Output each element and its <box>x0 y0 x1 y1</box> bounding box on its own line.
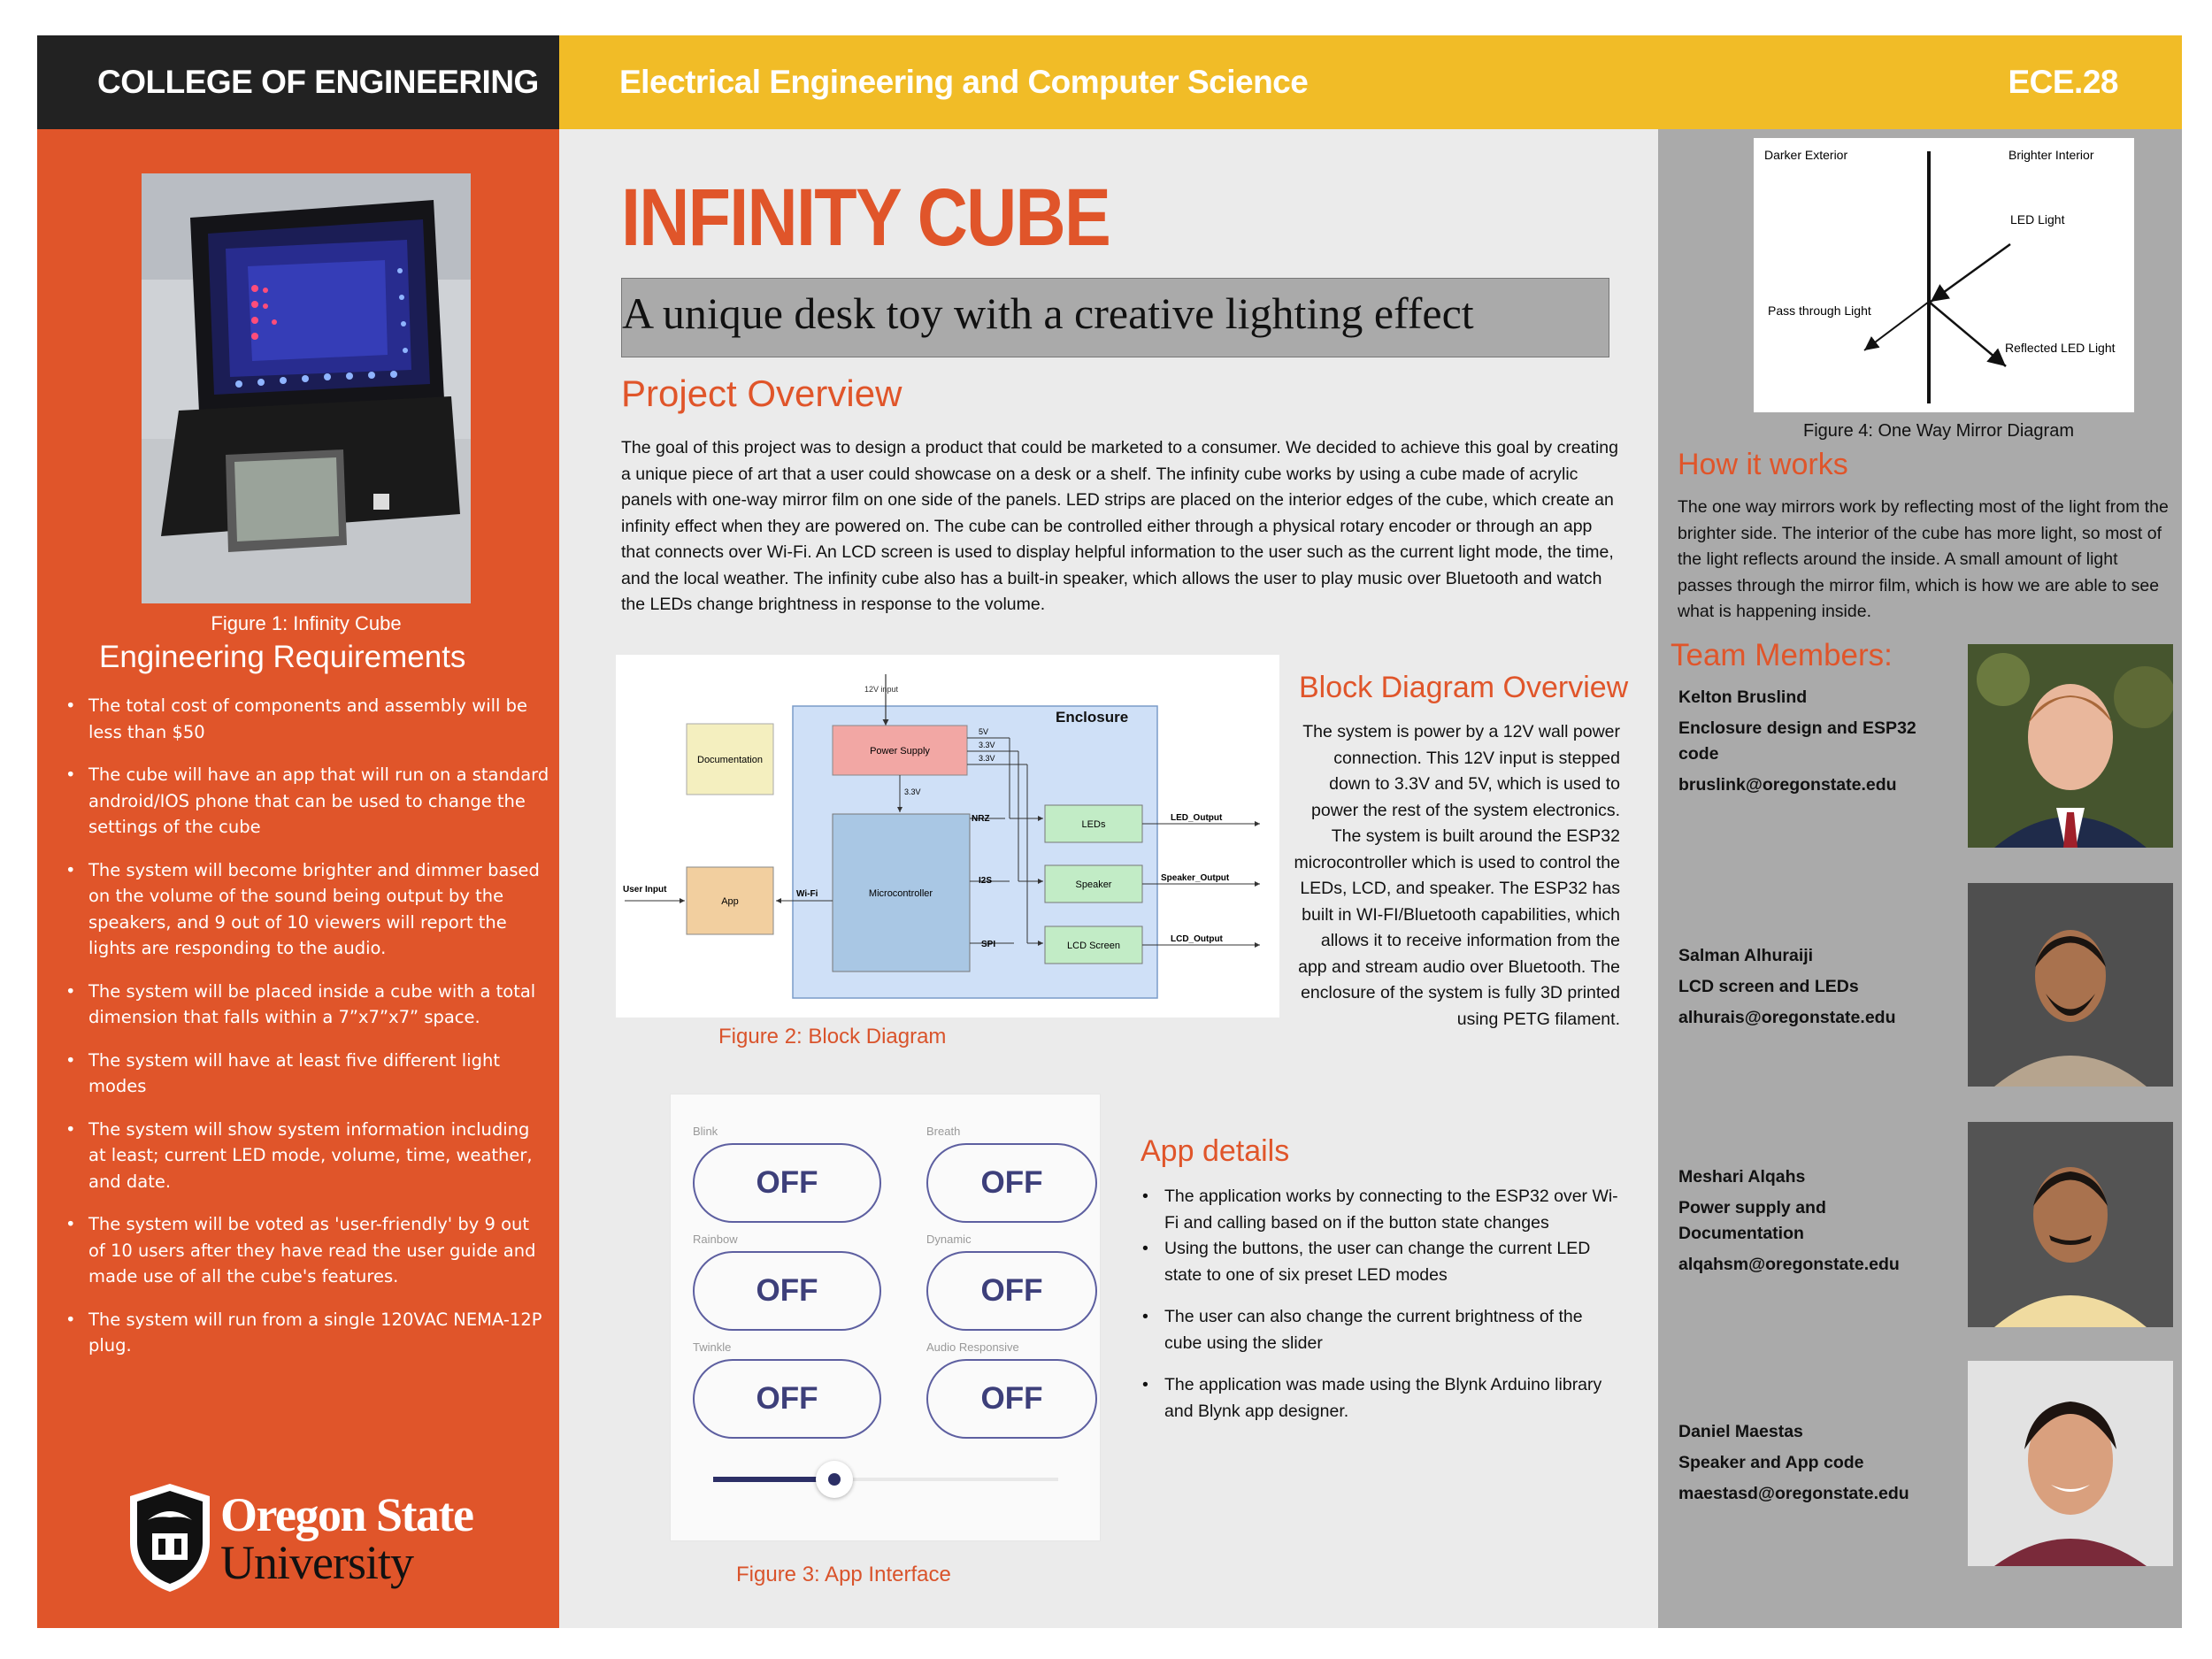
app-label: App <box>721 896 739 907</box>
member-email: maestasd@oregonstate.edu <box>1678 1484 1909 1503</box>
reflected-light-label: Reflected LED Light <box>2005 341 2116 355</box>
member-role: Power supply and Documentation <box>1678 1198 1826 1243</box>
member-name: Salman Alhuraiji <box>1678 946 1814 965</box>
speaker-label: Speaker <box>1075 879 1112 890</box>
osu-logo <box>121 1480 493 1595</box>
member-name: Meshari Alqahs <box>1678 1167 1806 1187</box>
led-output-label: LED_Output <box>1171 813 1223 823</box>
lcd-output-label: LCD_Output <box>1171 934 1223 944</box>
figure-2-caption: Figure 2: Block Diagram <box>718 1025 947 1048</box>
how-it-works-text: The one way mirrors work by reflecting most of the light from the brighter side. The interior of the cube has more light, so most of the light reflects around the inside. A small amount of light passes through the mirror film, which is how we are able to see what is happening inside. <box>1678 497 2169 621</box>
v5-label: 5V <box>979 727 989 736</box>
slider-handle[interactable] <box>816 1461 853 1498</box>
team-member <box>1678 943 1944 1031</box>
member-role: Speaker and App code <box>1678 1453 1864 1472</box>
one-way-mirror-diagram <box>1754 138 2134 412</box>
i2s-label: I2S <box>979 876 993 886</box>
member-email: alqahsm@oregonstate.edu <box>1678 1255 1900 1274</box>
audio-responsive-toggle-button[interactable]: OFF <box>926 1359 1097 1439</box>
infinity-cube-photo <box>142 173 471 603</box>
figure-4-caption: Figure 4: One Way Mirror Diagram <box>1803 421 2074 441</box>
wifi-label: Wi-Fi <box>796 889 818 899</box>
member-name: Daniel Maestas <box>1678 1422 1803 1441</box>
spi-label: SPI <box>981 940 996 949</box>
member-photo <box>1968 644 2173 848</box>
figure-1-caption: Figure 1: Infinity Cube <box>211 612 402 634</box>
overview-text: The goal of this project was to design a product that could be marketed to a consumer. We decided to achieve this goal by creating a unique piece of art that a user could showcase on a desk or a shelf. The infinity cube works by using a cube made of acrylic panels with one-way mirror film on one side of the panels. LED strips are placed on the interior edges of the cube, which create an infinity effect when they are powered on. The cube can be controlled either through a physical rotary encoder or through an app that connects over Wi-Fi. An LCD screen is used to display helpful information to the user such as the current light mode, the time, and the local weather. The infinity cube also has a built-in speaker, which allows the user to play music over Bluetooth and watch the LEDs change brightness in response to the volume. <box>621 438 1618 614</box>
list-item: • The system will be placed inside a cube with a total dimension that falls within a 7”x7”x7” space. <box>64 979 550 1031</box>
overview-heading: Project Overview <box>621 373 902 414</box>
member-photo <box>1968 1361 2173 1566</box>
brightness-slider[interactable] <box>713 1466 1058 1493</box>
led-light-label: LED Light <box>2010 212 2065 227</box>
member-email: bruslink@oregonstate.edu <box>1678 775 1897 795</box>
list-item: • The total cost of components and assembly will be less than $50 <box>64 693 550 745</box>
twinkle-toggle-button[interactable]: OFF <box>693 1359 881 1439</box>
member-role: Enclosure design and ESP32 code <box>1678 718 1916 764</box>
mode-label: Audio Responsive <box>926 1340 1019 1354</box>
logo-line-1: Oregon State <box>220 1488 473 1541</box>
input-12v-label: 12V input <box>864 685 899 694</box>
college-header <box>37 35 559 129</box>
middle-column <box>559 129 1658 1628</box>
rainbow-toggle-button[interactable]: OFF <box>693 1251 881 1331</box>
osu-seal-icon <box>121 1480 219 1595</box>
brighter-interior-label: Brighter Interior <box>2008 148 2094 162</box>
user-input-label: User Input <box>623 885 667 895</box>
list-item: • The cube will have an app that will run on a standard android/IOS phone that can be used to change the settings of the cube <box>64 762 550 841</box>
subtitle-box <box>621 278 1609 357</box>
logo-line-2: University <box>220 1536 413 1589</box>
darker-exterior-label: Darker Exterior <box>1764 148 1848 162</box>
figure-3-caption: Figure 3: App Interface <box>736 1563 951 1586</box>
poster <box>37 35 2182 1628</box>
department-name: Electrical Engineering and Computer Science <box>619 64 1309 100</box>
list-item: • The system will be voted as 'user-friendly' by 9 out of 10 users after they have read the user guide and made use of all the cube's features. <box>64 1211 550 1290</box>
list-item: • The system will show system information including at least; current LED mode, volume, time, weather, and date. <box>64 1117 550 1195</box>
poster-subtitle: A unique desk toy with a creative lighting effect <box>622 288 1474 338</box>
breath-toggle-button[interactable]: OFF <box>926 1143 1097 1223</box>
pass-through-label: Pass through Light <box>1768 303 1871 318</box>
list-item: • The application was made using the Blynk Arduino library and Blynk app designer. <box>1141 1372 1618 1425</box>
college-name: COLLEGE OF ENGINEERING <box>97 64 539 100</box>
requirements-list <box>64 693 550 1376</box>
documentation-label: Documentation <box>697 755 763 765</box>
lcd-label: LCD Screen <box>1067 941 1120 951</box>
member-name: Kelton Bruslind <box>1678 687 1808 707</box>
block-diagram <box>616 655 1279 1018</box>
mode-label: Twinkle <box>693 1340 732 1354</box>
left-column <box>37 129 559 1628</box>
member-photo <box>1968 1122 2173 1327</box>
requirements-heading: Engineering Requirements <box>99 640 466 674</box>
list-item: • Using the buttons, the user can change the current LED state to one of six preset LED modes <box>1141 1236 1618 1288</box>
team-member <box>1678 1419 1944 1507</box>
mode-label: Blink <box>693 1125 718 1138</box>
power-supply-label: Power Supply <box>870 746 930 757</box>
mode-label: Dynamic <box>926 1233 972 1246</box>
app-interface-image <box>670 1094 1101 1541</box>
app-details-heading: App details <box>1141 1134 1290 1168</box>
leds-label: LEDs <box>1081 819 1106 830</box>
speaker-output-label: Speaker_Output <box>1161 873 1230 883</box>
dynamic-toggle-button[interactable]: OFF <box>926 1251 1097 1331</box>
team-member <box>1678 1164 1944 1278</box>
list-item: • The system will run from a single 120VAC NEMA-12P plug. <box>64 1307 550 1359</box>
blink-toggle-button[interactable]: OFF <box>693 1143 881 1223</box>
mode-label: Breath <box>926 1125 961 1138</box>
v33-label-b: 3.3V <box>979 754 995 763</box>
list-item: • The user can also change the current brightness of the cube using the slider <box>1141 1304 1618 1356</box>
poster-title: INFINITY CUBE <box>621 173 1110 263</box>
mode-label: Rainbow <box>693 1233 738 1246</box>
department-header <box>559 35 2182 129</box>
team-members-heading: Team Members: <box>1671 638 1893 672</box>
v33-label-a: 3.3V <box>979 741 995 749</box>
app-button-grid <box>693 1125 1082 1470</box>
app-details-list <box>1141 1184 1618 1425</box>
v33-label-c: 3.3V <box>904 787 921 796</box>
list-item: • The application works by connecting to the ESP32 over Wi-Fi and calling based on if the button state changes <box>1141 1184 1618 1236</box>
block-diagram-overview-text: The system is power by a 12V wall power connection. This 12V input is stepped down to 3.3V and 5V, which is used to power the rest of the system electronics. The system is built around the ESP32 microcontroller which is used to control the LEDs, LCD, and speaker. The ESP32 has built in WI-FI/Bluetooth capabilities, which allows it to receive information from the app and stream audio over Bluetooth. The enclosure of the system is fully 3D printed using PETG filament. <box>1294 722 1620 1029</box>
project-code: ECE.28 <box>2008 64 2118 100</box>
member-photo <box>1968 883 2173 1087</box>
nrz-label: NRZ <box>972 814 990 824</box>
right-column <box>1658 129 2182 1628</box>
enclosure-label: Enclosure <box>1056 709 1129 726</box>
list-item: • The system will become brighter and dimmer based on the volume of the sound being output by the speakers, and 9 out of 10 viewers will report the lights are responding to the audio. <box>64 857 550 962</box>
team-member <box>1678 685 1944 798</box>
block-diagram-overview-heading: Block Diagram Overview <box>1299 671 1629 704</box>
list-item: • The system will have at least five different light modes <box>64 1048 550 1100</box>
microcontroller-label: Microcontroller <box>868 888 933 899</box>
member-email: alhurais@oregonstate.edu <box>1678 1008 1896 1027</box>
member-role: LCD screen and LEDs <box>1678 977 1859 996</box>
how-it-works-heading: How it works <box>1678 448 1848 481</box>
